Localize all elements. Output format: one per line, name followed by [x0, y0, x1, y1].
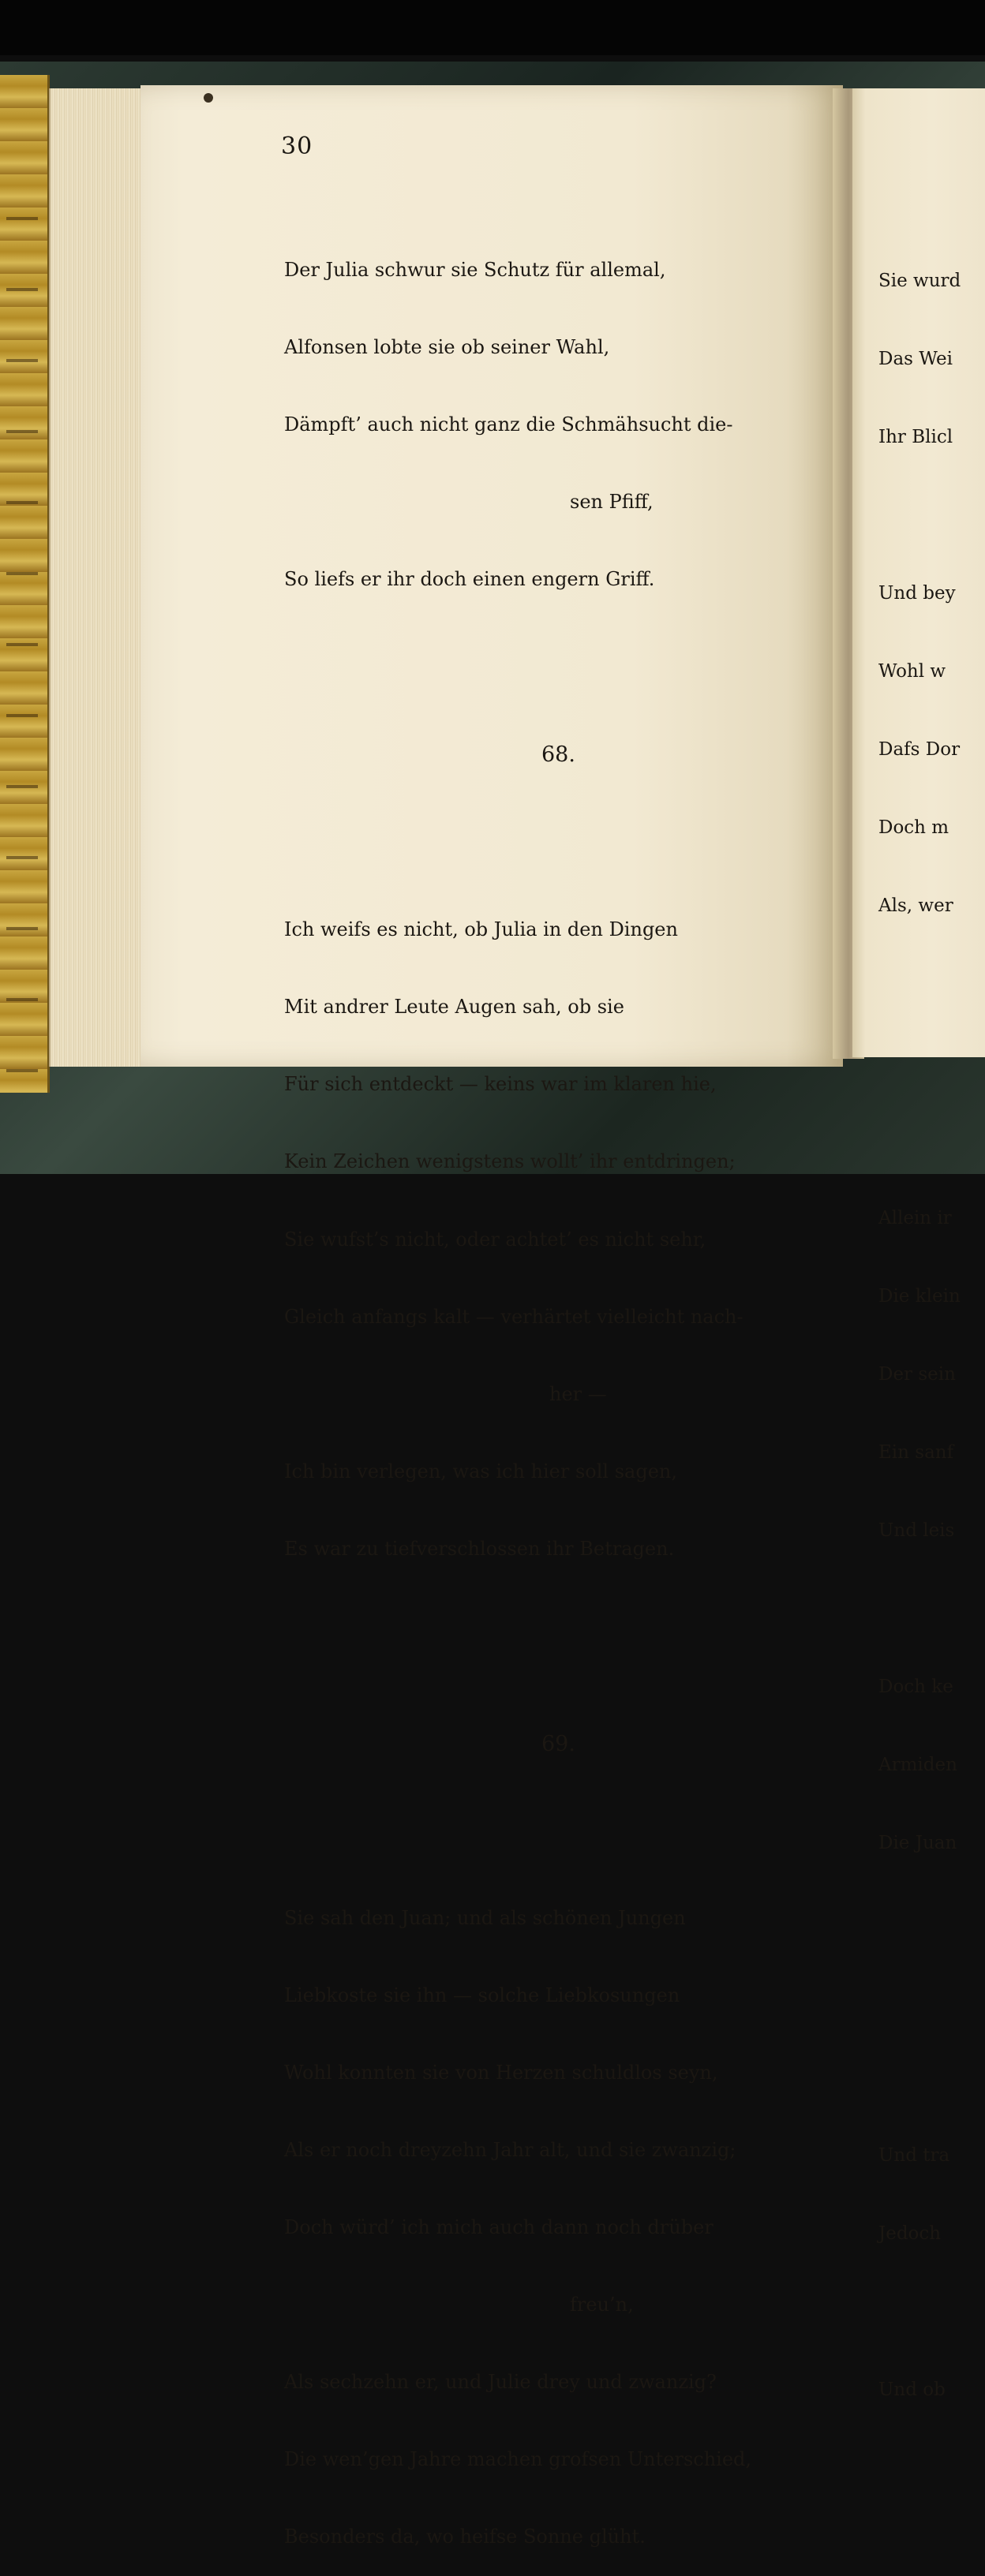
verse-line: Doch würd’ ich mich auch dann noch drüber [284, 2216, 713, 2239]
verse-line: Der Julia schwur sie Schutz für allemal, [284, 259, 666, 282]
verse-line: freu’n, [570, 2294, 634, 2316]
verse-line [878, 971, 985, 997]
verse-line: Als sechzehn er, und Julie drey und zwanzig? [284, 2371, 717, 2394]
verse-line: Doch ke [878, 1677, 953, 1697]
verse-line: sen Pfiff, [570, 491, 654, 514]
page-stack-edge [49, 88, 145, 1067]
verse-line [878, 503, 985, 529]
verse-line: Die wen’gen Jahre machen grofsen Unterschied, [284, 2448, 752, 2471]
verse-line: Als, wer [878, 895, 953, 916]
verse-line: Als er noch dreyzehn Jahr alt, und sie zwanzig; [284, 2138, 736, 2161]
verse-line: Besonders da, wo heifse Sonne glüht. [284, 2526, 646, 2548]
verse-line: Ich weifs es nicht, ob Julia in den Dingen [284, 918, 678, 941]
verse-line: Die Juan [878, 1833, 957, 1853]
right-page-text [878, 216, 985, 2429]
verse-line: Sie wurd [878, 271, 961, 291]
verse-line: Und ob [878, 2380, 946, 2400]
verse-line: Und leis [878, 1520, 955, 1541]
verse-line: Und bey [878, 583, 956, 604]
verse-line: Und tra [878, 2145, 950, 2166]
verse-line [878, 1049, 985, 1075]
verse-line: Dämpft’ auch nicht ganz die Schmähsucht die- [284, 413, 733, 436]
verse-line: Alfonsen lobte sie ob seiner Wahl, [284, 336, 610, 359]
scan-background [0, 0, 985, 55]
spine-ornament [6, 170, 38, 1116]
verse-line: Mit andrer Leute Augen sah, ob sie [284, 996, 624, 1019]
verse-line: Kein Zeichen wenigstens wollt’ ihr entdringen; [284, 1150, 736, 1173]
verse-line: Wohl konnten sie von Herzen schuldlos seyn, [284, 2061, 718, 2084]
verse-line: Dafs Dor [878, 739, 961, 760]
verse-line: Es war zu tiefverschlossen ihr Betragen. [284, 1537, 675, 1560]
verse-line [878, 2299, 985, 2325]
stanza-number: 69. [541, 1732, 575, 1757]
verse-line: So liefs er ihr doch einen engern Griff. [284, 568, 655, 591]
verse-line: Ihr Blicl [878, 427, 953, 447]
verse-line: Ich bin verlegen, was ich hier soll sagen, [284, 1460, 677, 1482]
page-number: 30 [281, 133, 313, 160]
verse-line [878, 2065, 985, 2091]
verse-line: Die klein [878, 1286, 961, 1307]
verse-line: Doch m [878, 817, 949, 838]
verse-line: Wohl w [878, 661, 946, 682]
verse-line: Ein sanf [878, 1442, 954, 1463]
page-stain [204, 93, 213, 103]
verse-line: Gleich anfangs kalt — verhärtet vielleicht nach- [284, 1305, 743, 1328]
verse-line: Sie wufst’s nicht, oder achtet’ es nicht sehr, [284, 1228, 706, 1251]
verse-line: Der sein [878, 1364, 956, 1385]
stanza-number: 68. [541, 742, 575, 767]
verse-line: Liebkoste sie ihn — solche Liebkosungen [284, 1983, 680, 2006]
verse-line: her — [549, 1382, 607, 1405]
verse-line: Jedoch [878, 2223, 942, 2244]
gilded-spine [0, 75, 50, 1093]
verse-line: Sie sah den Juan; und als schönen Jungen [284, 1906, 686, 1929]
verse-line: Allein ir [878, 1208, 952, 1228]
left-page-text [284, 180, 751, 2576]
verse-line [878, 1909, 985, 1935]
verse-line: Armiden [878, 1755, 957, 1775]
verse-line [878, 1987, 985, 2013]
verse-line [878, 1596, 985, 1622]
verse-line [878, 1127, 985, 1153]
verse-line: Das Wei [878, 349, 953, 369]
verse-line: Für sich entdeckt — keins war im klaren hie, [284, 1073, 717, 1096]
